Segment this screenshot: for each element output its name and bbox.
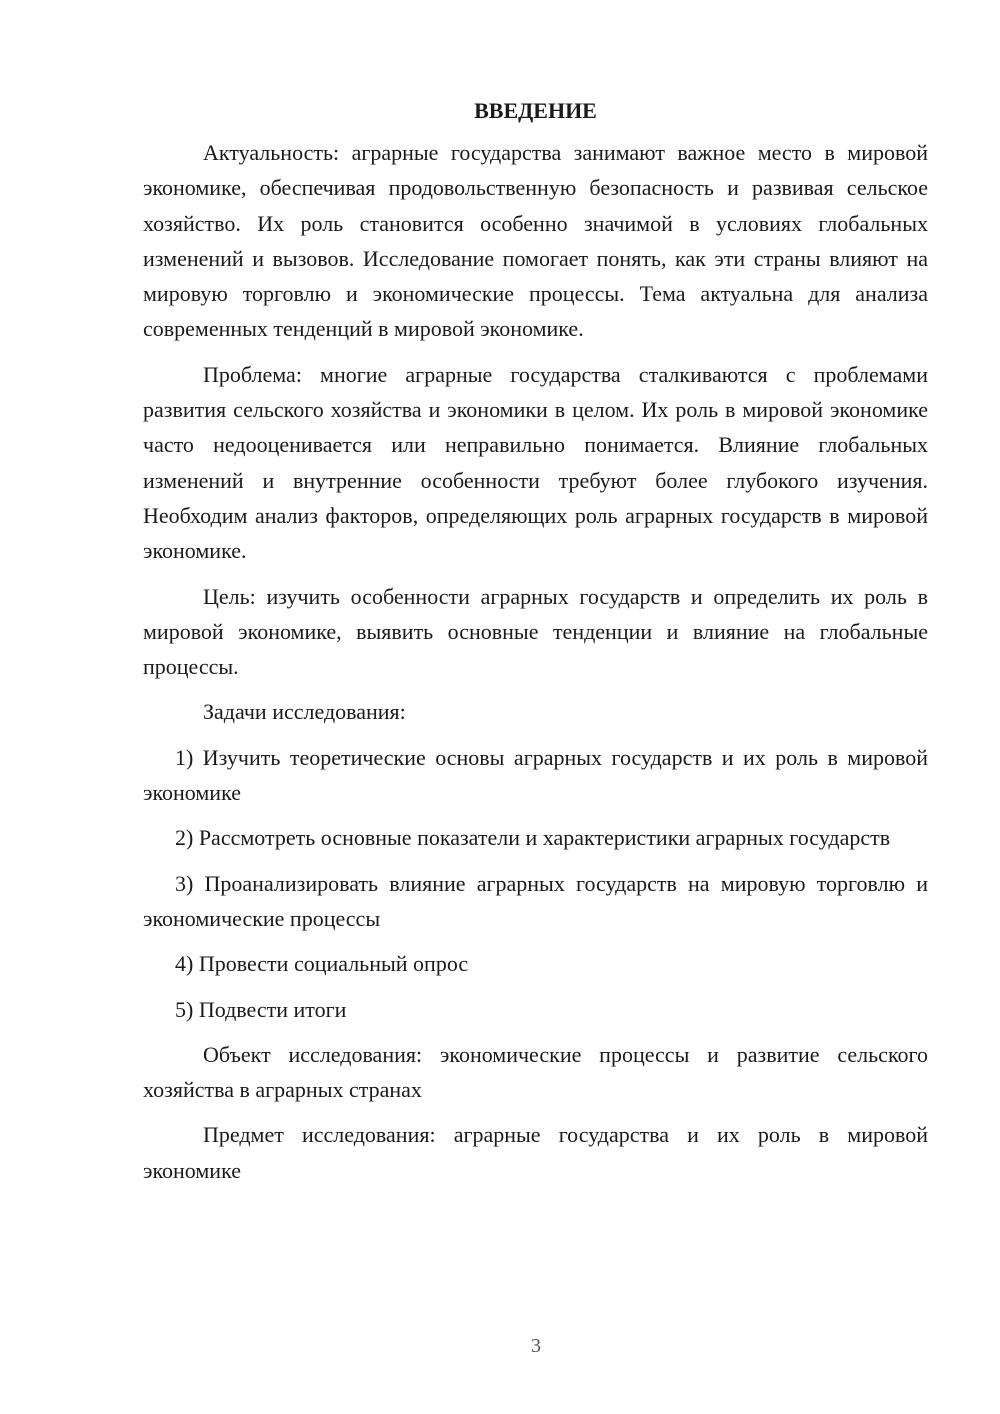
page-number: 3 — [531, 1335, 541, 1357]
problem-paragraph: Проблема: многие аграрные государства сталкиваются с проблемами развития сельского хозяйства и экономики в целом. Их роль в мировой экономике часто недооценивается или неправильно понимается. Влияние глобальных изменений и внутренние особенности требуют более глубокого изучения. Необходим анализ факторов, определяющих роль аграрных государств в мировой экономике. — [143, 361, 928, 564]
section-title: ВВЕДЕНИЕ — [474, 98, 597, 123]
tasks-heading: Задачи исследования: — [203, 699, 406, 725]
object-paragraph: Объект исследования: экономические процессы и развитие сельского хозяйства в аграрных странах — [143, 1041, 928, 1103]
task-item-5: 5) Подвести итоги — [175, 996, 347, 1022]
task-item-4: 4) Провести социальный опрос — [175, 951, 469, 977]
task-item-2: 2) Рассмотреть основные показатели и характеристики аграрных государств — [175, 825, 891, 851]
page-content — [143, 95, 928, 1198]
goal-paragraph: Цель: изучить особенности аграрных государств и определить их роль в мировой экономике, выявить основные тенденции и влияние на глобальные процессы. — [143, 583, 928, 680]
task-item-3: 3) Проанализировать влияние аграрных государств на мировую торговлю и экономические процессы — [143, 870, 928, 931]
task-item-1: 1) Изучить теоретические основы аграрных государств и их роль в мировой экономике — [143, 744, 928, 806]
subject-paragraph: Предмет исследования: аграрные государства и их роль в мировой экономике — [143, 1122, 928, 1183]
relevance-paragraph: Актуальность: аграрные государства занимают важное место в мировой экономике, обеспечивая продовольственную безопасность и развивая сельское хозяйство. Их роль становится особенно значимой в условиях глобальных изменений и вызовов. Исследование помогает понять, как эти страны влияют на мировую торговлю и экономические процессы. Тема актуальна для анализа современных тенденций в мировой экономике. — [143, 140, 928, 342]
